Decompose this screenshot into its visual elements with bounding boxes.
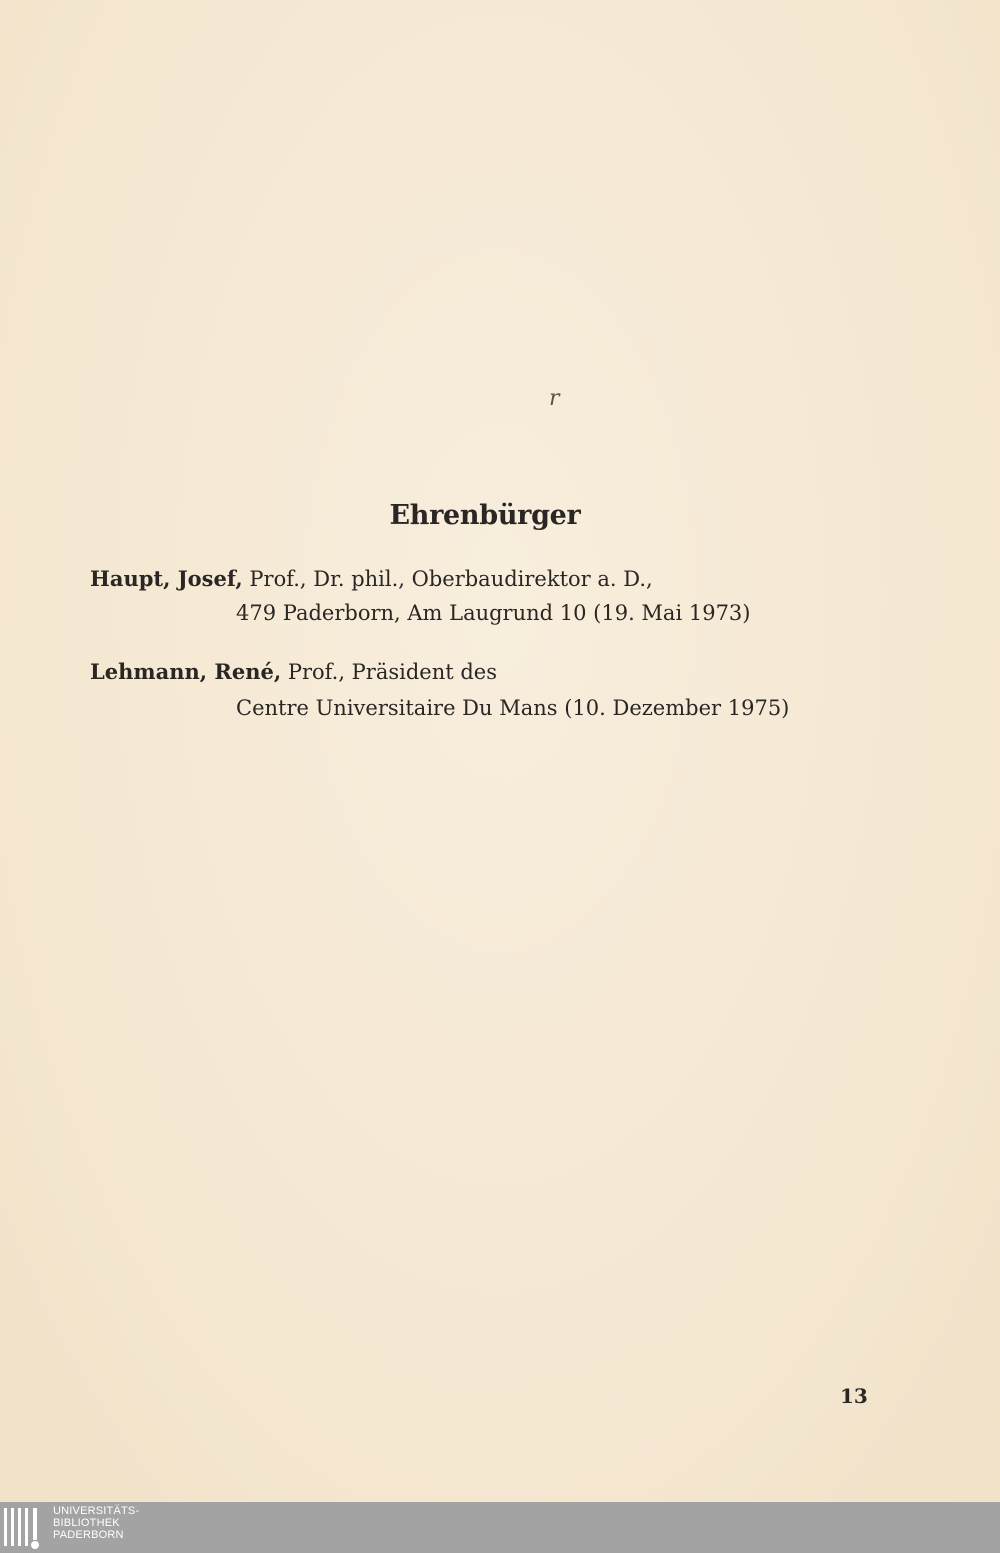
pencil-mark: r	[549, 386, 560, 411]
library-footer	[0, 1502, 1000, 1553]
entry-2-name: Lehmann, René,	[90, 659, 282, 684]
logo-line-3: PADERBORN	[53, 1529, 124, 1541]
entry-2-titles: Prof., Präsident des	[281, 660, 498, 684]
entry-1-titles: Prof., Dr. phil., Oberbaudirektor a. D.,	[242, 567, 653, 591]
entry-1-name: Haupt, Josef,	[90, 566, 243, 591]
page-number: 13	[840, 1384, 868, 1408]
library-logo	[0, 1502, 150, 1553]
logo-line-1: UNIVERSITÄTS-	[53, 1505, 140, 1517]
entry-2-line-2: Centre Universitaire Du Mans (10. Dezember 1975)	[236, 696, 790, 720]
library-logo-icon	[2, 1506, 46, 1550]
entry-1-line-1	[90, 566, 653, 591]
entry-1-line-2: 479 Paderborn, Am Laugrund 10 (19. Mai 1973)	[236, 601, 751, 625]
logo-line-2: BIBLIOTHEK	[53, 1517, 120, 1529]
library-logo-text	[53, 1505, 139, 1541]
page-title: Ehrenbürger	[389, 500, 581, 531]
entry-2-line-1	[90, 659, 497, 684]
